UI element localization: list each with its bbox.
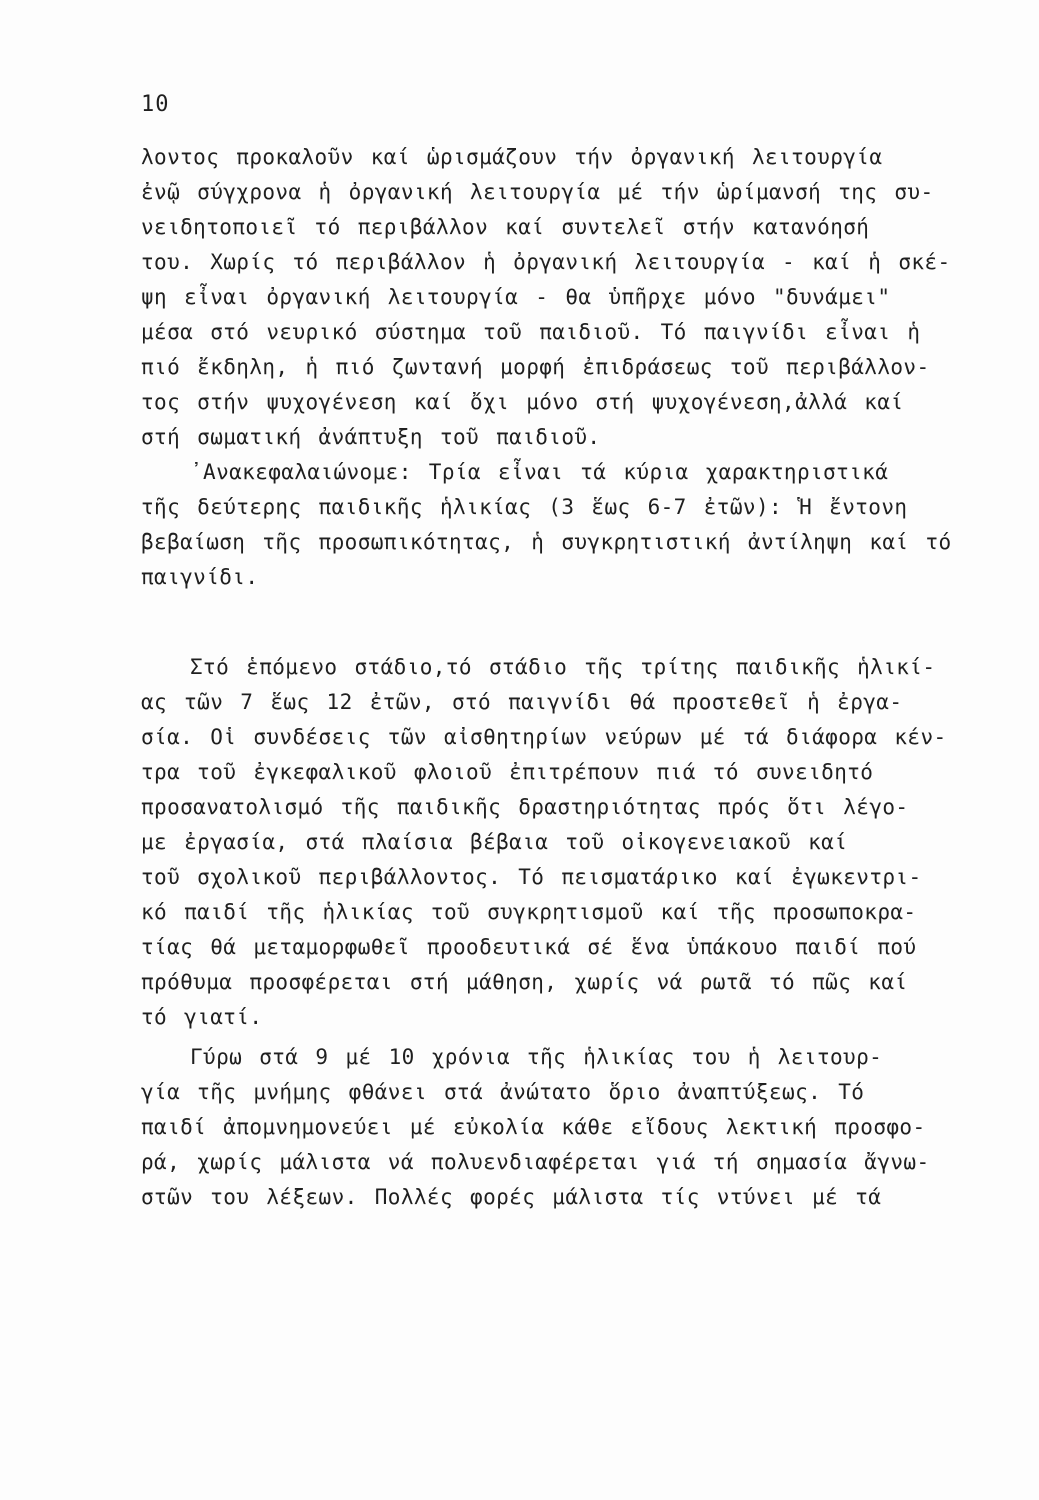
text-line: ψη εἶναι ὀργανική λειτουργία - θα ὑπῆρχε μόνο "δυνάμει" [141, 285, 891, 309]
text-line: βεβαίωση τῆς προσωπικότητας, ἡ συγκρητιστική ἀντίληψη καί τό [141, 530, 952, 554]
text-line: τοῦ σχολικοῦ περιβάλλοντος. Τό πεισματάρικο καί ἐγωκεντρι- [141, 865, 922, 889]
text-line: στή σωματική ἀνάπτυξη τοῦ παιδιοῦ. [141, 425, 601, 449]
text-line: προσανατολισμό τῆς παιδικῆς δραστηριότητας πρός ὅτι λέγο- [141, 795, 909, 819]
page-number: 10 [141, 92, 170, 117]
text-line: ἐνῷ σύγχρονα ἡ ὀργανική λειτουργία μέ τήν ὡρίμανσή της συ- [141, 180, 934, 204]
text-line: τῆς δεύτερης παιδικῆς ἡλικίας (3 ἕως 6-7 ἐτῶν): Ἡ ἔντονη [141, 495, 908, 519]
text-line: με ἐργασία, στά πλαίσια βέβαια τοῦ οἰκογενειακοῦ καί [141, 830, 848, 854]
text-line: σία. Οἱ συνδέσεις τῶν αἰσθητηρίων νεύρων μέ τά διάφορα κέν- [141, 725, 947, 749]
text-line: Στό ἑπόμενο στάδιο,τό στάδιο τῆς τρίτης παιδικῆς ἡλικί- [190, 655, 936, 679]
text-line: πιό ἔκδηλη, ἡ πιό ζωντανή μορφή ἐπιδράσεως τοῦ περιβάλλον- [141, 355, 930, 379]
text-line: Γύρω στά 9 μέ 10 χρόνια τῆς ἡλικίας του ἡ λειτουρ- [190, 1045, 883, 1069]
text-line: πρόθυμα προσφέρεται στή μάθηση, χωρίς νά ρωτᾶ τό πῶς καί [141, 970, 908, 994]
text-line: ᾿Ανακεφαλαιώνομε: Τρία εἶναι τά κύρια χαρακτηριστικά [190, 460, 889, 484]
text-line: τίας θά μεταμορφωθεῖ προοδευτικά σέ ἕνα ὑπάκουο παιδί πού [141, 935, 917, 959]
text-line: τό γιατί. [141, 1005, 263, 1029]
text-line: ας τῶν 7 ἕως 12 ἐτῶν, στό παιγνίδι θά προστεθεῖ ἡ ἐργα- [141, 690, 903, 714]
text-line: του. Χωρίς τό περιβάλλον ἡ ὀργανική λειτουργία - καί ἡ σκέ- [141, 250, 951, 274]
text-line: στῶν του λέξεων. Πολλές φορές μάλιστα τίς ντύνει μέ τά [141, 1185, 882, 1209]
text-line: νειδητοποιεῖ τό περιβάλλον καί συντελεῖ στήν κατανόησή [141, 215, 870, 239]
text-line: γία τῆς μνήμης φθάνει στά ἀνώτατο ὅριο ἀναπτύξεως. Τό [141, 1080, 865, 1104]
text-line: τρα τοῦ ἐγκεφαλικοῦ φλοιοῦ ἐπιτρέπουν πιά τό συνειδητό [141, 760, 874, 784]
text-line: κό παιδί τῆς ἡλικίας τοῦ συγκρητισμοῦ καί τῆς προσωποκρα- [141, 900, 917, 924]
text-line: παιγνίδι. [141, 565, 259, 589]
text-line: τος στήν ψυχογένεση καί ὄχι μόνο στή ψυχογένεση,ἀλλά καί [141, 390, 904, 414]
text-line: μέσα στό νευρικό σύστημα τοῦ παιδιοῦ. Τό παιγνίδι εἶναι ἡ [141, 320, 921, 344]
text-line: παιδί ἀπομνημονεύει μέ εὐκολία κάθε εἴδους λεκτική προσφο- [141, 1115, 926, 1139]
text-line: λοντος προκαλοῦν καί ὡρισμάζουν τήν ὀργανική λειτουργία [141, 145, 883, 169]
text-line: ρά, χωρίς μάλιστα νά πολυενδιαφέρεται γιά τή σημασία ἄγνω- [141, 1150, 930, 1174]
